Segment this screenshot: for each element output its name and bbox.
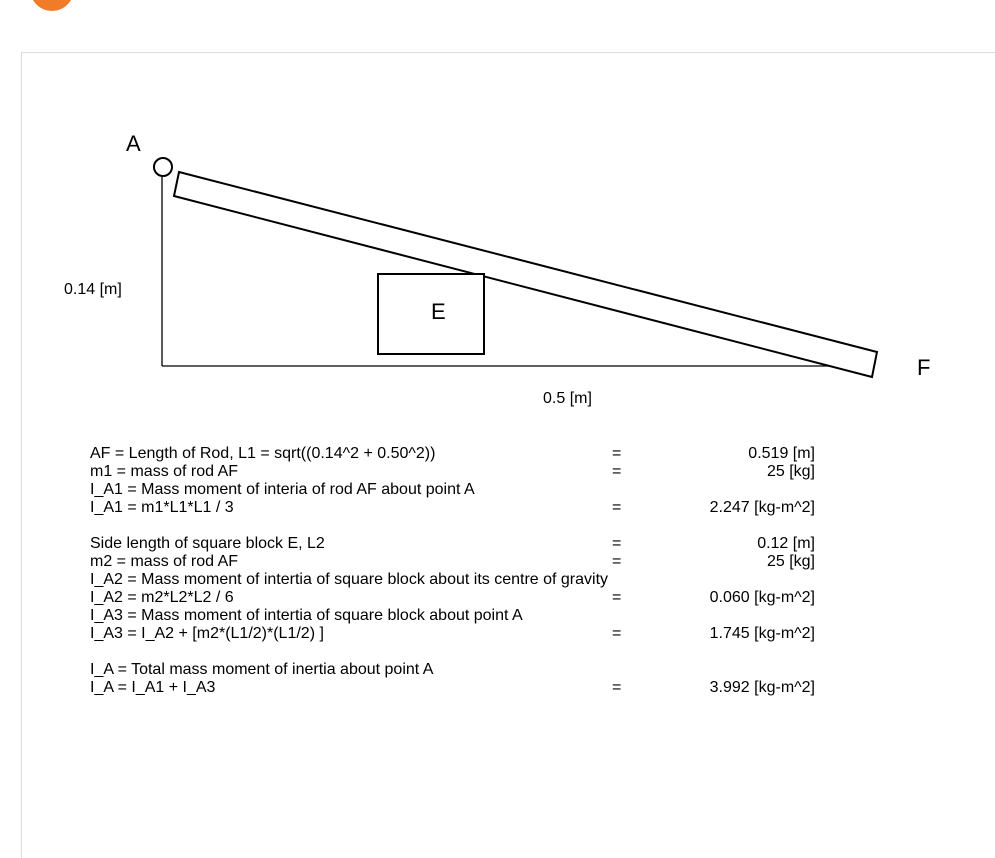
calc-row [90,499,850,517]
calc-label: m2 = mass of rod AF [90,553,239,570]
calc-row [90,571,850,589]
calc-label: I_A3 = I_A2 + [m2*(L1/2)*(L1/2) ] [90,625,324,642]
calc-value: 25 [kg] [766,553,815,570]
calc-row [90,661,850,679]
point-f-label: F [917,355,931,380]
calc-value: 0.060 [kg-m^2] [709,589,815,606]
calc-row [90,463,850,481]
calc-row [90,553,850,571]
section-block [90,535,850,643]
spacer [90,517,850,535]
calc-value: 25 [kg] [766,463,815,480]
calc-equals: = [612,499,622,516]
calc-label: I_A3 = Mass moment of intertia of square block about point A [90,607,523,624]
calc-equals: = [612,463,622,480]
calc-value: 0.519 [m] [748,445,815,462]
calc-equals: = [612,625,622,642]
calc-equals: = [612,553,622,570]
calculation-block [90,445,850,697]
calc-row [90,679,850,697]
calc-equals: = [612,679,622,696]
spacer [90,643,850,661]
calc-row [90,445,850,463]
width-label: 0.5 [m] [543,390,592,407]
pivot-a [154,158,172,176]
calc-equals: = [612,445,622,462]
calc-equals: = [612,535,622,552]
calc-label: I_A1 = Mass moment of interia of rod AF about point A [90,481,475,498]
calc-value: 2.247 [kg-m^2] [709,499,815,516]
calc-value: 3.992 [kg-m^2] [709,679,815,696]
calc-equals: = [612,589,622,606]
calc-row [90,607,850,625]
calc-label: m1 = mass of rod AF [90,463,239,480]
calc-label: I_A = Total mass moment of inertia about point A [90,661,434,678]
section-total [90,661,850,697]
section-rod [90,445,850,517]
calc-label: AF = Length of Rod, L1 = sqrt((0.14^2 + 0.50^2)) [90,445,436,462]
calc-value: 0.12 [m] [757,535,815,552]
calc-value: 1.745 [kg-m^2] [709,625,815,642]
calc-row [90,535,850,553]
calc-label: I_A2 = m2*L2*L2 / 6 [90,589,234,606]
calc-label: I_A2 = Mass moment of intertia of square block about its centre of gravity [90,571,609,588]
calc-label: I_A1 = m1*L1*L1 / 3 [90,499,234,516]
calc-row [90,481,850,499]
calc-row [90,589,850,607]
calc-label: I_A = I_A1 + I_A3 [90,679,216,696]
block-e-label: E [431,299,446,324]
rod-af [174,172,877,377]
height-label: 0.14 [m] [64,281,122,298]
calc-row [90,625,850,643]
calc-label: Side length of square block E, L2 [90,535,325,552]
point-a-label: A [126,131,141,156]
